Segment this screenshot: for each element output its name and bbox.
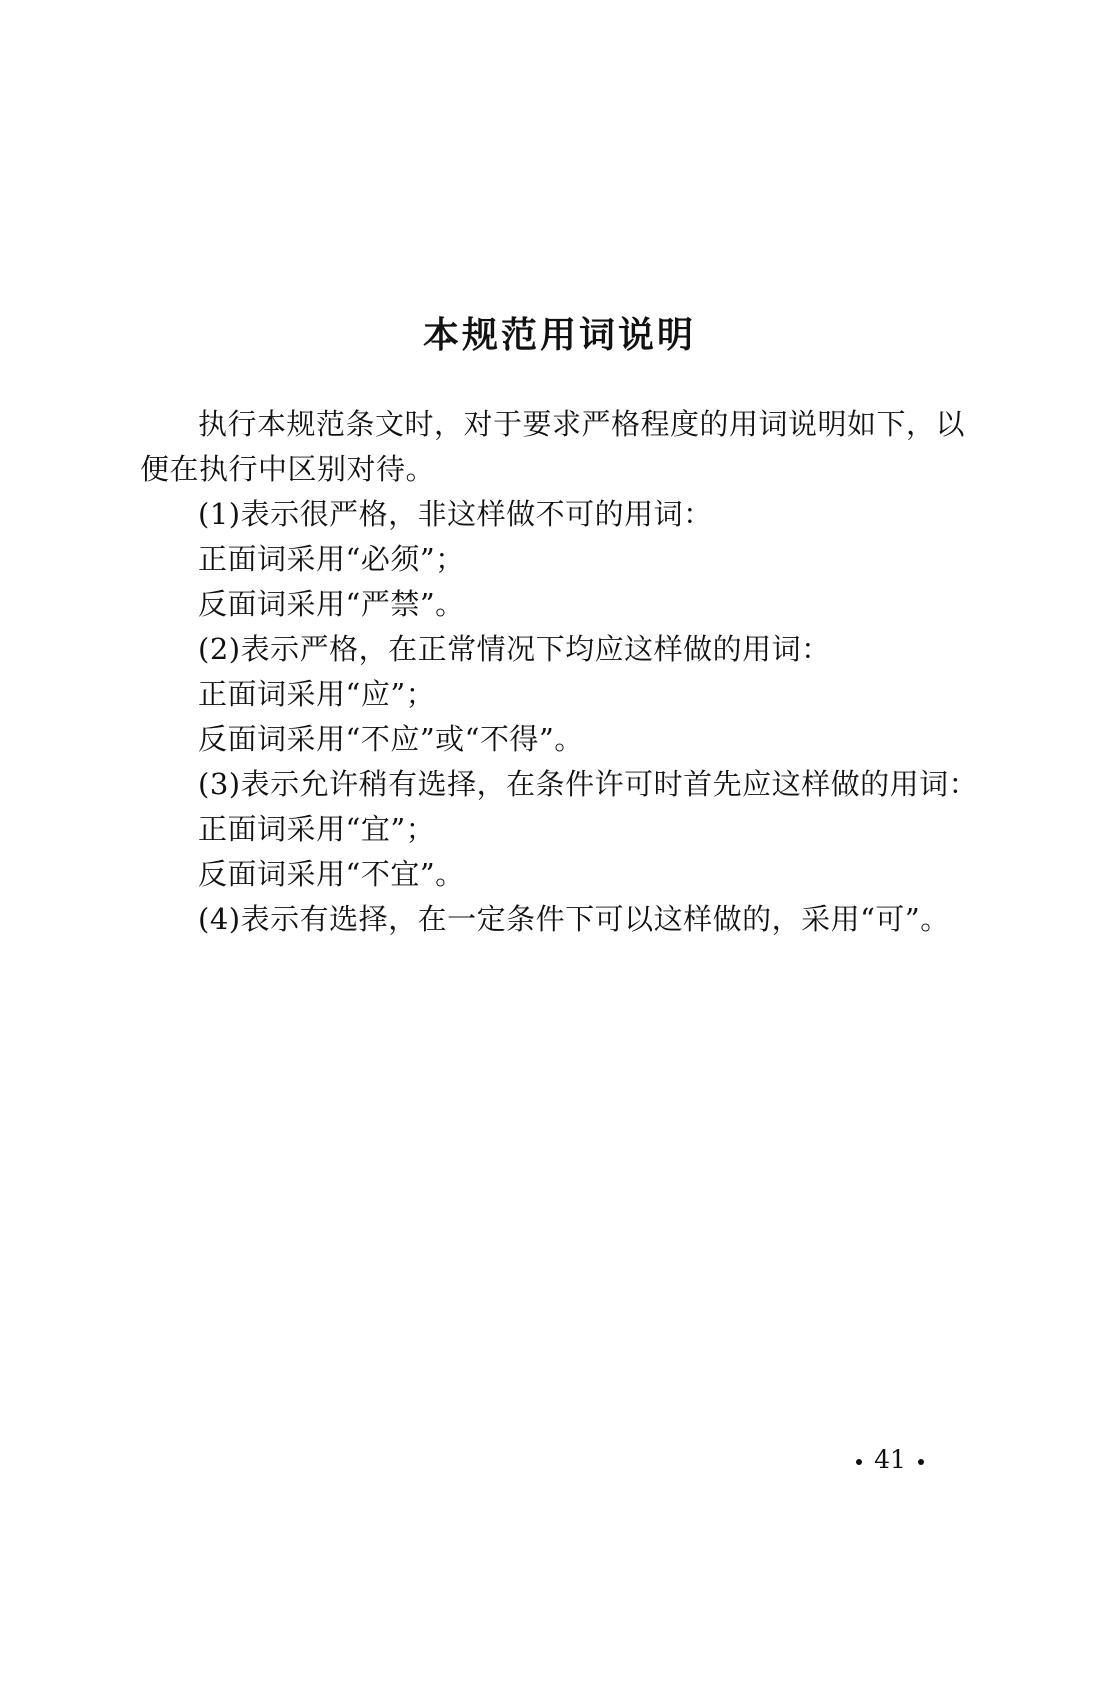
list-item: 正面词采用“应”； (198, 677, 436, 711)
list-item: 正面词采用“必须”； (198, 542, 465, 576)
list-item: 反面词采用“不宜”。 (198, 857, 465, 891)
list-item: 正面词采用“宜”； (198, 812, 436, 846)
document-body (140, 402, 979, 942)
bullet-icon (918, 1459, 924, 1465)
list-item: (4)表示有选择，在一定条件下可以这样做的，采用“可”。 (198, 902, 950, 936)
bullet-icon (856, 1459, 862, 1465)
list-item: (3)表示允许稍有选择，在条件许可时首先应这样做的用词： (198, 767, 979, 801)
list-item: (1)表示很严格，非这样做不可的用词： (198, 497, 713, 531)
list-item: (2)表示严格，在正常情况下均应这样做的用词： (198, 632, 831, 666)
page-number: 41 (874, 1445, 906, 1474)
list-item: 反面词采用“不应”或“不得”。 (198, 722, 584, 756)
page-footer (840, 1444, 940, 1476)
page-title: 本规范用词说明 (422, 315, 696, 356)
list-item: 反面词采用“严禁”。 (198, 587, 465, 621)
intro-paragraph: 执行本规范条文时，对于要求严格程度的用词说明如下，以便在执行中区别对待。 (140, 407, 966, 486)
